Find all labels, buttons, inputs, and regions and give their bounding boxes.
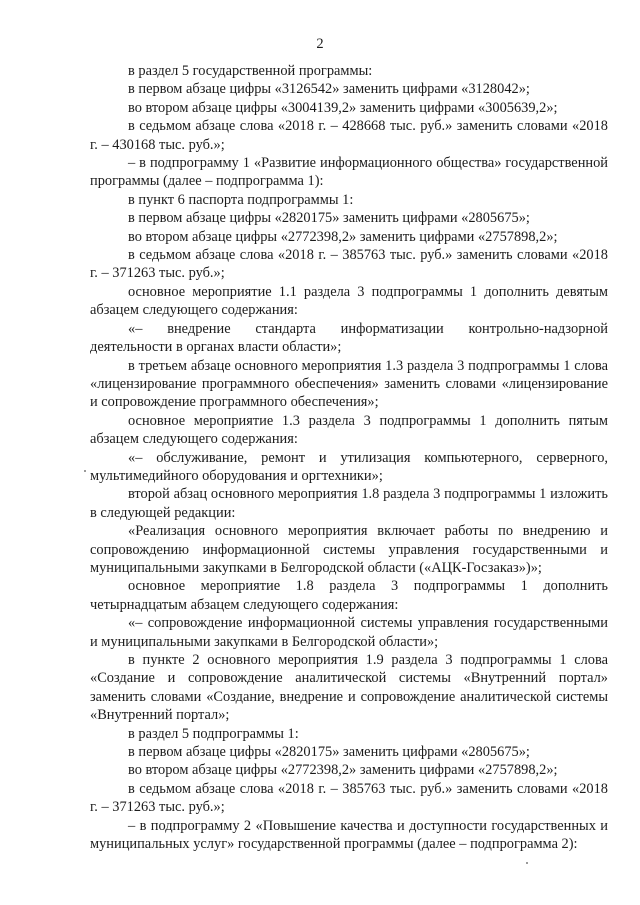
paragraph: «– внедрение стандарта информатизации контрольно-надзорной деятельности в органах власти области»; xyxy=(90,320,608,356)
page-number: 2 xyxy=(316,36,324,52)
scan-speck xyxy=(84,470,86,472)
scan-speck xyxy=(526,862,528,864)
paragraph: в третьем абзаце основного мероприятия 1.3 раздела 3 подпрограммы 1 слова «лицензирование программного обеспечения» заменить словами «лицензирование и сопровождение программного обеспечения»; xyxy=(90,357,608,411)
paragraph: – в подпрограмму 2 «Повышение качества и доступности государственных и муниципальных услуг» государственной программы (далее – подпрограмма 2): xyxy=(90,817,608,853)
paragraph: в седьмом абзаце слова «2018 г. – 385763 тыс. руб.» заменить словами «2018 г. – 371263 тыс. руб.»; xyxy=(90,780,608,816)
paragraph: в пункте 2 основного мероприятия 1.9 раздела 3 подпрограммы 1 слова «Создание и сопровождение аналитической системы «Внутренний портал» заменить словами «Создание, внедрение и сопровождение аналитической системы «Внутренний портал»; xyxy=(90,652,608,724)
paragraph: основное мероприятие 1.8 раздела 3 подпрограммы 1 дополнить четырнадцатым абзацем следующего содержания: xyxy=(90,578,608,613)
paragraph: основное мероприятие 1.3 раздела 3 подпрограммы 1 дополнить пятым абзацем следующего содержания: xyxy=(90,412,608,448)
paragraph: в первом абзаце цифры «2820175» заменить цифрами «2805675»; xyxy=(128,744,530,761)
paragraph: «Реализация основного мероприятия включает работы по внедрению и сопровождению информационной системы управления государственными и муниципальными закупками в Белгородской области («АЦК-Госзаказ»)»; xyxy=(90,523,608,576)
document-body xyxy=(90,62,608,853)
paragraph: «– сопровождение информационной системы управления государственными и муниципальными закупками в Белгородской области»; xyxy=(90,615,608,650)
paragraph: основное мероприятие 1.1 раздела 3 подпрограммы 1 дополнить девятым абзацем следующего содержания: xyxy=(90,283,608,319)
paragraph: в пункт 6 паспорта подпрограммы 1: xyxy=(128,191,354,208)
paragraph: в первом абзаце цифры «3126542» заменить цифрами «3128042»; xyxy=(128,81,530,98)
paragraph: во втором абзаце цифры «3004139,2» заменить цифрами «3005639,2»; xyxy=(128,99,558,116)
paragraph: в седьмом абзаце слова «2018 г. – 385763 тыс. руб.» заменить словами «2018 г. – 371263 тыс. руб.»; xyxy=(90,247,608,282)
paragraph: в седьмом абзаце слова «2018 г. – 428668 тыс. руб.» заменить словами «2018 г. – 430168 тыс. руб.»; xyxy=(90,118,608,153)
paragraph: в раздел 5 государственной программы: xyxy=(128,63,373,79)
paragraph: в раздел 5 подпрограммы 1: xyxy=(128,725,299,742)
paragraph: второй абзац основного мероприятия 1.8 раздела 3 подпрограммы 1 изложить в следующей редакции: xyxy=(90,486,608,521)
paragraph: во втором абзаце цифры «2772398,2» заменить цифрами «2757898,2»; xyxy=(128,762,558,779)
paragraph: в первом абзаце цифры «2820175» заменить цифрами «2805675»; xyxy=(128,210,530,227)
paragraph: – в подпрограмму 1 «Развитие информационного общества» государственной программы (далее – подпрограмма 1): xyxy=(90,155,608,190)
paragraph: во втором абзаце цифры «2772398,2» заменить цифрами «2757898,2»; xyxy=(128,228,558,245)
paragraph: «– обслуживание, ремонт и утилизация компьютерного, серверного, мультимедийного оборудования и оргтехники»; xyxy=(90,449,608,484)
